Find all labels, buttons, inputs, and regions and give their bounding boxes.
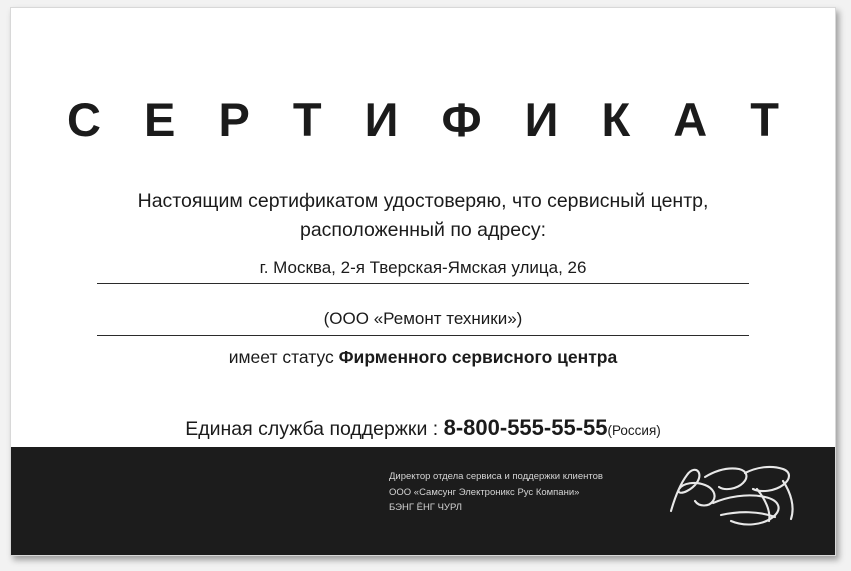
intro-text	[11, 187, 835, 246]
company-field	[11, 296, 835, 336]
status-badge: Фирменного сервисного центра	[338, 346, 618, 367]
page-title: С Е Р Т И Ф И К А Т	[67, 93, 794, 146]
support-line	[11, 415, 835, 441]
signer-company: ООО «Самсунг Электроникс Рус Компани»	[389, 486, 580, 498]
signer-name: БЭНГ ЁНГ ЧУРЛ	[389, 502, 462, 514]
address-field	[11, 258, 835, 284]
intro-line-1: Настоящим сертификатом удостоверяю, что сервисный центр,	[137, 190, 709, 212]
intro-line-2: расположенный по адресу:	[299, 219, 547, 242]
address-rule	[97, 283, 749, 284]
status-prefix: имеет статус	[228, 346, 339, 367]
signature-icon	[661, 459, 811, 541]
support-phone: 8-800-555-55-55	[443, 414, 608, 440]
support-country: (Россия)	[607, 422, 661, 438]
signer-role: Директор отдела сервиса и поддержки клиентов	[389, 471, 603, 482]
certificate-footer	[11, 447, 835, 555]
company-value: (ООО «Ремонт техники»)	[323, 308, 523, 328]
address-value: г. Москва, 2-я Тверская-Ямская улица, 26	[259, 257, 587, 277]
signer-info	[389, 469, 603, 516]
support-label: Единая служба поддержки :	[185, 417, 444, 440]
certificate-card	[10, 7, 836, 556]
certificate-body	[11, 8, 835, 449]
status-line	[11, 336, 835, 368]
